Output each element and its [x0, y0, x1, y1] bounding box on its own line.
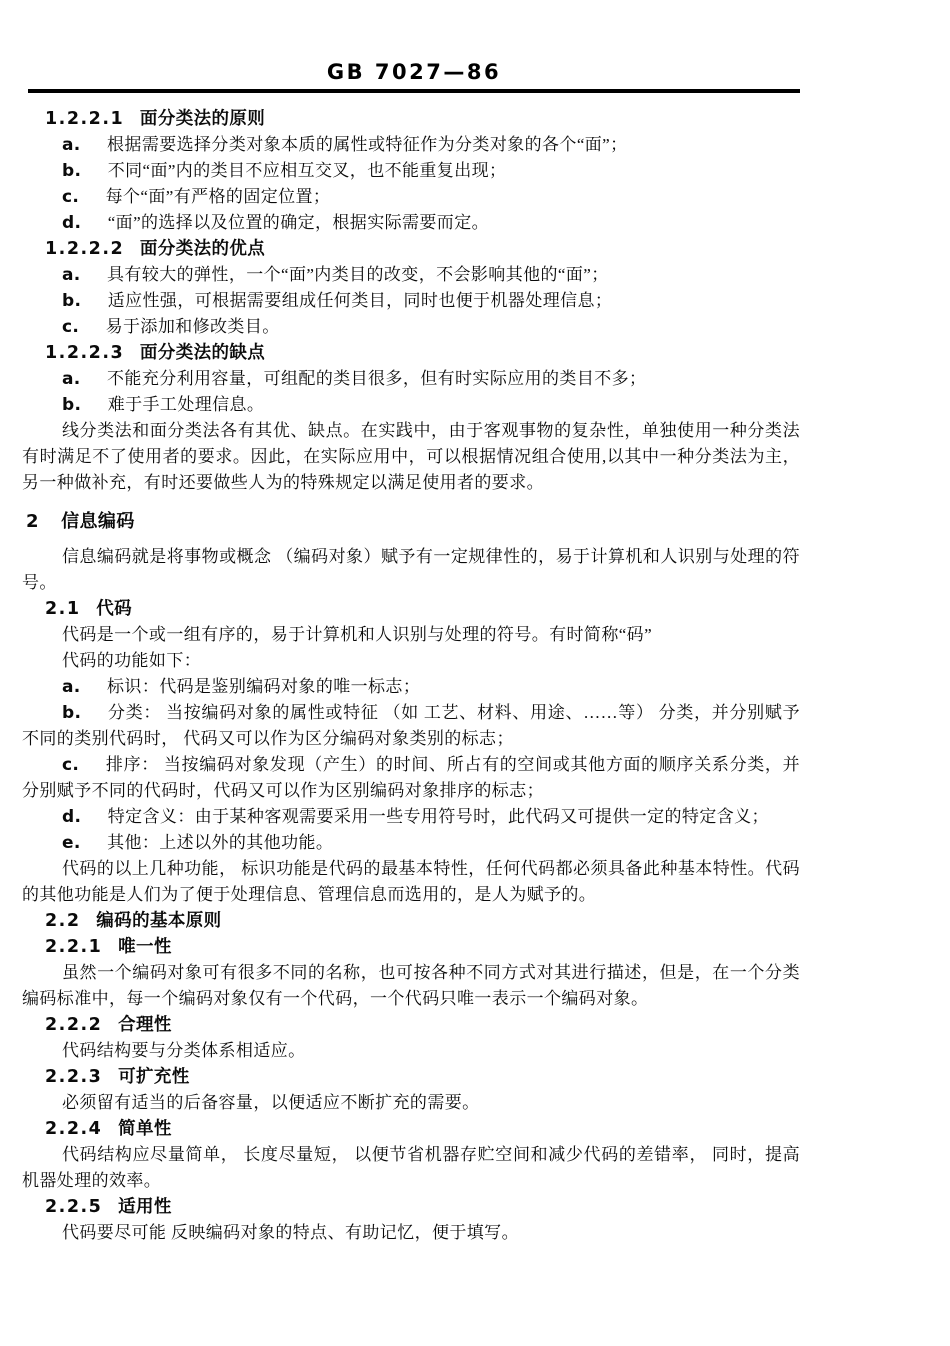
list-item	[22, 184, 800, 210]
list-item	[22, 674, 800, 700]
section-title: 编码的基本原则	[96, 911, 222, 931]
list-item	[22, 262, 800, 288]
list-item	[22, 392, 800, 418]
section-heading-1.2.2.2	[45, 236, 800, 262]
list-item-text: 特定含义：由于某种客观需要采用一些专用符号时，此代码又可提供一定的特定含义；	[107, 807, 769, 826]
paragraph-text: 虽然一个编码对象可有很多不同的名称，也可按各种不同方式对其进行描述，但是，在一个分类编码标准中，每一个编码对象仅有一个代码，一个代码只唯一表示一个编码对象。	[22, 963, 800, 1008]
paragraph	[22, 544, 800, 596]
section-heading-2.2.4	[45, 1116, 800, 1142]
list-item-text: 易于添加和修改类目。	[105, 317, 280, 336]
section-number: 1.2.2.2	[45, 239, 125, 259]
section-heading-2.2.2	[45, 1012, 800, 1038]
list-item-label: b.	[61, 703, 82, 723]
section-number: 2	[26, 511, 40, 532]
paragraph-text: 代码要尽可能 反映编码对象的特点、有助记忆，便于填写。	[61, 1223, 519, 1242]
section-title: 信息编码	[61, 511, 135, 532]
list-item-text: 具有较大的弹性，一个“面”内类目的改变，不会影响其他的“面”；	[107, 265, 609, 284]
paragraph-text: 必须留有适当的后备容量，以便适应不断扩充的需要。	[61, 1093, 480, 1112]
section-heading-2.2.3	[45, 1064, 800, 1090]
list-item-text: 不同“面”内的类目不应相互交叉，也不能重复出现；	[107, 161, 507, 180]
list-item-label: a.	[61, 677, 81, 697]
section-heading-1.2.2.1	[45, 106, 800, 132]
section-heading-2.1	[45, 596, 800, 622]
list-item-text: 难于手工处理信息。	[107, 395, 265, 414]
list-item	[22, 752, 800, 804]
section-title: 简单性	[118, 1119, 172, 1139]
paragraph-text: 信息编码就是将事物或概念 （编码对象）赋予有一定规律性的，易于计算机和人识别与处理的符号。	[22, 547, 800, 592]
paragraph	[22, 622, 800, 648]
list-item-label: a.	[61, 135, 81, 155]
section-title: 唯一性	[118, 937, 172, 957]
paragraph	[22, 856, 800, 908]
list-item-label: b.	[61, 161, 82, 181]
document-body	[22, 106, 800, 1246]
list-item	[22, 366, 800, 392]
list-item-label: a.	[61, 265, 81, 285]
list-item-text: 不能充分利用容量，可组配的类目很多，但有时实际应用的类目不多；	[107, 369, 647, 388]
section-title: 面分类法的缺点	[139, 343, 266, 363]
section-number: 2.1	[45, 599, 81, 619]
list-item-text: 适应性强，可根据需要组成任何类目，同时也便于机器处理信息；	[107, 291, 613, 310]
list-item-text: “面”的选择以及位置的确定，根据实际需要而定。	[107, 213, 490, 232]
list-item	[22, 700, 800, 752]
paragraph	[22, 648, 800, 674]
list-item	[22, 288, 800, 314]
section-heading-2.2.5	[45, 1194, 800, 1220]
list-item	[22, 314, 800, 340]
list-item-text: 根据需要选择分类对象本质的属性或特征作为分类对象的各个“面”；	[107, 135, 628, 154]
section-number: 2.2.2	[45, 1015, 103, 1035]
section-number: 1.2.2.3	[45, 343, 125, 363]
list-item-label: a.	[61, 369, 81, 389]
list-item-label: b.	[61, 395, 82, 415]
paragraph-text: 代码的功能如下：	[61, 651, 202, 670]
list-item-label: c.	[61, 187, 80, 207]
list-item-label: d.	[61, 807, 82, 827]
section-number: 2.2.3	[45, 1067, 103, 1087]
paragraph	[22, 960, 800, 1012]
list-item-label: d.	[61, 213, 82, 233]
list-item	[22, 830, 800, 856]
section-title: 合理性	[118, 1015, 172, 1035]
section-heading-2.2.1	[45, 934, 800, 960]
paragraph-text: 代码是一个或一组有序的，易于计算机和人识别与处理的符号。有时简称“码”	[61, 625, 653, 644]
list-item	[22, 132, 800, 158]
paragraph-text: 线分类法和面分类法各有其优、缺点。在实践中，由于客观事物的复杂性，单独使用一种分类法有时满足不了使用者的要求。因此，在实际应用中，可以根据情况组合使用,以其中一种分类法为主，另一种做补充，有时还要做些人为的特殊规定以满足使用者的要求。	[22, 421, 800, 492]
list-item-label: c.	[61, 755, 80, 775]
section-title: 面分类法的优点	[139, 239, 266, 259]
section-number: 1.2.2.1	[45, 109, 125, 129]
list-item-text: 标识：代码是鉴别编码对象的唯一标志；	[107, 677, 421, 696]
list-item-label: b.	[61, 291, 82, 311]
section-number: 2.2.4	[45, 1119, 103, 1139]
list-item-text: 分类： 当按编码对象的属性或特征 （如 工艺、材料、用途、……等） 分类，并分别赋予不同的类别代码时， 代码又可以作为区分编码对象类别的标志；	[22, 703, 800, 748]
list-item	[22, 158, 800, 184]
paragraph	[22, 1142, 800, 1194]
list-item	[22, 210, 800, 236]
paragraph-text: 代码结构要与分类体系相适应。	[61, 1041, 306, 1060]
list-item-label: c.	[61, 317, 80, 337]
section-heading-1.2.2.3	[45, 340, 800, 366]
list-item-text: 其他：上述以外的其他功能。	[107, 833, 334, 852]
standard-number: GB 7027—86	[326, 60, 502, 84]
section-title: 可扩充性	[118, 1067, 190, 1087]
section-title: 代码	[96, 599, 133, 619]
section-number: 2.2	[45, 911, 81, 931]
header-rule	[28, 89, 800, 93]
section-title: 面分类法的原则	[139, 109, 266, 129]
list-item	[22, 804, 800, 830]
section-number: 2.2.5	[45, 1197, 103, 1217]
paragraph	[22, 1038, 800, 1064]
paragraph	[22, 1220, 800, 1246]
paragraph	[22, 418, 800, 496]
paragraph	[22, 1090, 800, 1116]
list-item-text: 排序： 当按编码对象发现（产生）的时间、所占有的空间或其他方面的顺序关系分类，并分别赋予不同的代码时，代码又可以作为区别编码对象排序的标志；	[22, 755, 800, 800]
section-heading-2	[26, 509, 800, 535]
paragraph-text: 代码结构应尽量简单， 长度尽量短， 以便节省机器存贮空间和减少代码的差错率， 同时，提高机器处理的效率。	[22, 1145, 800, 1190]
section-number: 2.2.1	[45, 937, 103, 957]
section-title: 适用性	[118, 1197, 172, 1217]
paragraph-text: 代码的以上几种功能， 标识功能是代码的最基本特性，任何代码都必须具备此种基本特性。代码的其他功能是人们为了便于处理信息、管理信息而选用的，是人为赋予的。	[22, 859, 800, 904]
section-heading-2.2	[45, 908, 800, 934]
list-item-text: 每个“面”有严格的固定位置；	[105, 187, 331, 206]
list-item-label: e.	[61, 833, 81, 853]
